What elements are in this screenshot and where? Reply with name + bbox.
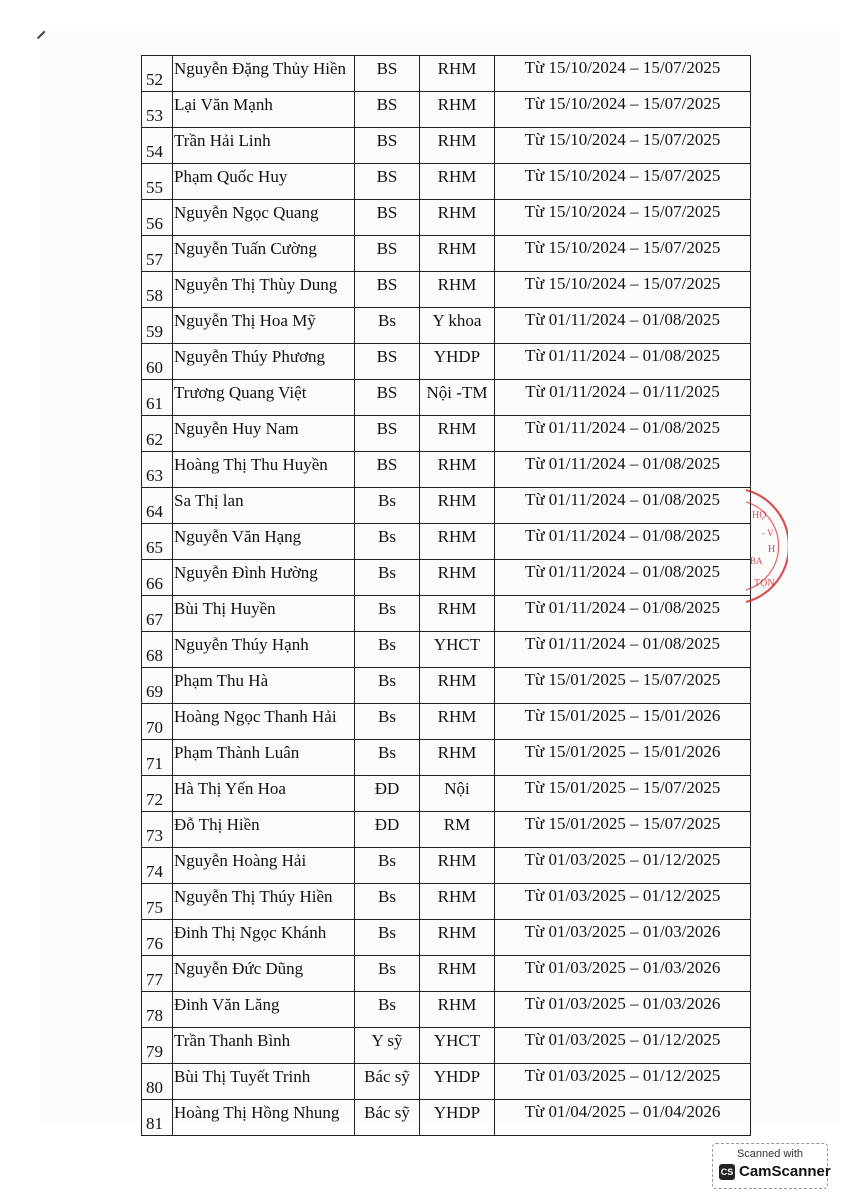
- staff-specialty: RHM: [420, 416, 495, 452]
- staff-specialty: RM: [420, 812, 495, 848]
- contract-period: Từ 01/11/2024 – 01/11/2025: [495, 380, 751, 416]
- staff-title: Bác sỹ: [355, 1100, 420, 1136]
- table-row: [142, 776, 751, 812]
- row-number: 62: [142, 416, 173, 452]
- staff-specialty: RHM: [420, 848, 495, 884]
- staff-specialty: RHM: [420, 200, 495, 236]
- staff-specialty: RHM: [420, 56, 495, 92]
- staff-name: Trần Thanh Bình: [173, 1028, 355, 1064]
- staff-name: Bùi Thị Tuyết Trinh: [173, 1064, 355, 1100]
- svg-text:- V: - V: [762, 528, 774, 538]
- contract-period: Từ 15/01/2025 – 15/07/2025: [495, 776, 751, 812]
- staff-title: Bs: [355, 884, 420, 920]
- contract-period: Từ 15/01/2025 – 15/07/2025: [495, 668, 751, 704]
- red-seal-stamp: [746, 488, 788, 608]
- row-number: 76: [142, 920, 173, 956]
- staff-specialty: YHDP: [420, 1100, 495, 1136]
- staff-specialty: RHM: [420, 164, 495, 200]
- svg-text:TỌN: TỌN: [754, 578, 775, 589]
- row-number: 55: [142, 164, 173, 200]
- svg-text:BA: BA: [750, 556, 763, 566]
- row-number: 64: [142, 488, 173, 524]
- staff-table-body: [142, 56, 751, 1136]
- scanned-with-label: Scanned with: [736, 1148, 804, 1160]
- table-row: [142, 632, 751, 668]
- staff-title: Bs: [355, 308, 420, 344]
- staff-title: Bs: [355, 668, 420, 704]
- contract-period: Từ 15/01/2025 – 15/01/2026: [495, 704, 751, 740]
- staff-specialty: Nội: [420, 776, 495, 812]
- row-number: 67: [142, 596, 173, 632]
- row-number: 70: [142, 704, 173, 740]
- staff-name: Nguyễn Thúy Phương: [173, 344, 355, 380]
- staff-title: ĐD: [355, 812, 420, 848]
- staff-specialty: YHCT: [420, 1028, 495, 1064]
- staff-name: Hoàng Thị Hồng Nhung: [173, 1100, 355, 1136]
- table-row: [142, 92, 751, 128]
- row-number: 58: [142, 272, 173, 308]
- table-row: [142, 884, 751, 920]
- contract-period: Từ 01/11/2024 – 01/08/2025: [495, 308, 751, 344]
- contract-period: Từ 01/11/2024 – 01/08/2025: [495, 344, 751, 380]
- contract-period: Từ 15/10/2024 – 15/07/2025: [495, 56, 751, 92]
- row-number: 71: [142, 740, 173, 776]
- staff-name: Phạm Quốc Huy: [173, 164, 355, 200]
- staff-title: Bác sỹ: [355, 1064, 420, 1100]
- staff-title: Bs: [355, 524, 420, 560]
- staff-title: Bs: [355, 488, 420, 524]
- table-row: [142, 308, 751, 344]
- table-row: [142, 56, 751, 92]
- table-row: [142, 128, 751, 164]
- contract-period: Từ 15/10/2024 – 15/07/2025: [495, 92, 751, 128]
- staff-name: Nguyễn Huy Nam: [173, 416, 355, 452]
- row-number: 75: [142, 884, 173, 920]
- staff-name: Bùi Thị Huyền: [173, 596, 355, 632]
- staff-specialty: RHM: [420, 704, 495, 740]
- staff-title: Bs: [355, 992, 420, 1028]
- contract-period: Từ 01/03/2025 – 01/12/2025: [495, 1028, 751, 1064]
- staff-name: Hoàng Thị Thu Huyền: [173, 452, 355, 488]
- staff-title: Bs: [355, 632, 420, 668]
- row-number: 56: [142, 200, 173, 236]
- staff-title: Bs: [355, 848, 420, 884]
- table-row: [142, 344, 751, 380]
- camscanner-logo-icon: CS: [719, 1164, 735, 1180]
- staff-specialty: YHCT: [420, 632, 495, 668]
- table-row: [142, 200, 751, 236]
- row-number: 80: [142, 1064, 173, 1100]
- staff-name: Nguyễn Thúy Hạnh: [173, 632, 355, 668]
- staff-specialty: RHM: [420, 992, 495, 1028]
- staff-title: BS: [355, 416, 420, 452]
- staff-name: Nguyễn Đình Hường: [173, 560, 355, 596]
- table-row: [142, 164, 751, 200]
- table-row: [142, 1064, 751, 1100]
- staff-title: BS: [355, 200, 420, 236]
- staff-name: Nguyễn Đức Dũng: [173, 956, 355, 992]
- row-number: 72: [142, 776, 173, 812]
- contract-period: Từ 01/03/2025 – 01/12/2025: [495, 848, 751, 884]
- staff-title: Bs: [355, 920, 420, 956]
- staff-specialty: RHM: [420, 272, 495, 308]
- table-row: [142, 956, 751, 992]
- staff-specialty: YHDP: [420, 1064, 495, 1100]
- staff-table: [141, 55, 751, 1136]
- staff-title: Y sỹ: [355, 1028, 420, 1064]
- staff-name: Nguyễn Ngọc Quang: [173, 200, 355, 236]
- table-row: [142, 452, 751, 488]
- contract-period: Từ 15/10/2024 – 15/07/2025: [495, 272, 751, 308]
- contract-period: Từ 01/11/2024 – 01/08/2025: [495, 488, 751, 524]
- staff-name: Nguyễn Thị Thùy Dung: [173, 272, 355, 308]
- staff-specialty: RHM: [420, 668, 495, 704]
- staff-title: Bs: [355, 596, 420, 632]
- row-number: 81: [142, 1100, 173, 1136]
- staff-title: BS: [355, 128, 420, 164]
- table-row: [142, 524, 751, 560]
- contract-period: Từ 01/11/2024 – 01/08/2025: [495, 560, 751, 596]
- staff-specialty: RHM: [420, 92, 495, 128]
- table-row: [142, 488, 751, 524]
- staff-specialty: RHM: [420, 488, 495, 524]
- svg-text:H: H: [768, 544, 776, 555]
- staff-specialty: RHM: [420, 236, 495, 272]
- row-number: 73: [142, 812, 173, 848]
- table-row: [142, 668, 751, 704]
- row-number: 68: [142, 632, 173, 668]
- contract-period: Từ 01/03/2025 – 01/12/2025: [495, 884, 751, 920]
- contract-period: Từ 15/10/2024 – 15/07/2025: [495, 128, 751, 164]
- table-row: [142, 1028, 751, 1064]
- camscanner-brand: CamScanner: [739, 1163, 831, 1180]
- staff-specialty: RHM: [420, 884, 495, 920]
- table-row: [142, 272, 751, 308]
- row-number: 69: [142, 668, 173, 704]
- staff-title: BS: [355, 92, 420, 128]
- staff-specialty: RHM: [420, 524, 495, 560]
- staff-specialty: RHM: [420, 560, 495, 596]
- table-row: [142, 236, 751, 272]
- staff-specialty: Y khoa: [420, 308, 495, 344]
- staff-name: Trương Quang Việt: [173, 380, 355, 416]
- staff-title: BS: [355, 452, 420, 488]
- staff-name: Nguyễn Thị Hoa Mỹ: [173, 308, 355, 344]
- staff-name: Nguyễn Hoàng Hải: [173, 848, 355, 884]
- row-number: 54: [142, 128, 173, 164]
- staff-name: Sa Thị lan: [173, 488, 355, 524]
- staff-specialty: Nội -TM: [420, 380, 495, 416]
- staff-specialty: RHM: [420, 956, 495, 992]
- contract-period: Từ 01/11/2024 – 01/08/2025: [495, 632, 751, 668]
- staff-title: ĐD: [355, 776, 420, 812]
- staff-title: BS: [355, 272, 420, 308]
- table-row: [142, 560, 751, 596]
- contract-period: Từ 01/03/2025 – 01/12/2025: [495, 1064, 751, 1100]
- svg-text:HỌ: HỌ: [752, 510, 767, 521]
- staff-name: Phạm Thành Luân: [173, 740, 355, 776]
- contract-period: Từ 01/11/2024 – 01/08/2025: [495, 452, 751, 488]
- staff-name: Lại Văn Mạnh: [173, 92, 355, 128]
- contract-period: Từ 15/01/2025 – 15/07/2025: [495, 812, 751, 848]
- staff-name: Nguyễn Thị Thúy Hiền: [173, 884, 355, 920]
- row-number: 57: [142, 236, 173, 272]
- contract-period: Từ 01/03/2025 – 01/03/2026: [495, 920, 751, 956]
- staff-title: BS: [355, 380, 420, 416]
- staff-title: Bs: [355, 740, 420, 776]
- staff-specialty: YHDP: [420, 344, 495, 380]
- staff-name: Trần Hải Linh: [173, 128, 355, 164]
- table-row: [142, 704, 751, 740]
- row-number: 74: [142, 848, 173, 884]
- row-number: 63: [142, 452, 173, 488]
- contract-period: Từ 01/03/2025 – 01/03/2026: [495, 956, 751, 992]
- table-row: [142, 416, 751, 452]
- staff-name: Phạm Thu Hà: [173, 668, 355, 704]
- contract-period: Từ 15/10/2024 – 15/07/2025: [495, 200, 751, 236]
- staff-name: Hoàng Ngọc Thanh Hải: [173, 704, 355, 740]
- staff-name: Nguyễn Đặng Thủy Hiền: [173, 56, 355, 92]
- contract-period: Từ 01/04/2025 – 01/04/2026: [495, 1100, 751, 1136]
- table-row: [142, 920, 751, 956]
- table-row: [142, 992, 751, 1028]
- table-row: [142, 740, 751, 776]
- staff-title: BS: [355, 56, 420, 92]
- table-row: [142, 1100, 751, 1136]
- staff-name: Đinh Thị Ngọc Khánh: [173, 920, 355, 956]
- camscanner-badge: [712, 1143, 831, 1189]
- staff-name: Nguyễn Tuấn Cường: [173, 236, 355, 272]
- row-number: 78: [142, 992, 173, 1028]
- staff-specialty: RHM: [420, 740, 495, 776]
- staff-title: BS: [355, 164, 420, 200]
- row-number: 52: [142, 56, 173, 92]
- staff-name: Đinh Văn Lăng: [173, 992, 355, 1028]
- table-row: [142, 812, 751, 848]
- row-number: 59: [142, 308, 173, 344]
- staff-name: Hà Thị Yến Hoa: [173, 776, 355, 812]
- contract-period: Từ 01/11/2024 – 01/08/2025: [495, 416, 751, 452]
- staff-title: Bs: [355, 956, 420, 992]
- staff-specialty: RHM: [420, 920, 495, 956]
- staff-name: Đỗ Thị Hiền: [173, 812, 355, 848]
- staff-title: BS: [355, 236, 420, 272]
- staff-specialty: RHM: [420, 596, 495, 632]
- row-number: 65: [142, 524, 173, 560]
- contract-period: Từ 15/01/2025 – 15/01/2026: [495, 740, 751, 776]
- row-number: 60: [142, 344, 173, 380]
- staff-name: Nguyễn Văn Hạng: [173, 524, 355, 560]
- row-number: 61: [142, 380, 173, 416]
- staff-title: Bs: [355, 560, 420, 596]
- row-number: 77: [142, 956, 173, 992]
- contract-period: Từ 01/11/2024 – 01/08/2025: [495, 524, 751, 560]
- contract-period: Từ 01/03/2025 – 01/03/2026: [495, 992, 751, 1028]
- staff-title: Bs: [355, 704, 420, 740]
- row-number: 66: [142, 560, 173, 596]
- contract-period: Từ 01/11/2024 – 01/08/2025: [495, 596, 751, 632]
- table-row: [142, 596, 751, 632]
- contract-period: Từ 15/10/2024 – 15/07/2025: [495, 164, 751, 200]
- row-number: 53: [142, 92, 173, 128]
- staff-title: BS: [355, 344, 420, 380]
- contract-period: Từ 15/10/2024 – 15/07/2025: [495, 236, 751, 272]
- staff-specialty: RHM: [420, 128, 495, 164]
- row-number: 79: [142, 1028, 173, 1064]
- table-row: [142, 848, 751, 884]
- table-row: [142, 380, 751, 416]
- staff-specialty: RHM: [420, 452, 495, 488]
